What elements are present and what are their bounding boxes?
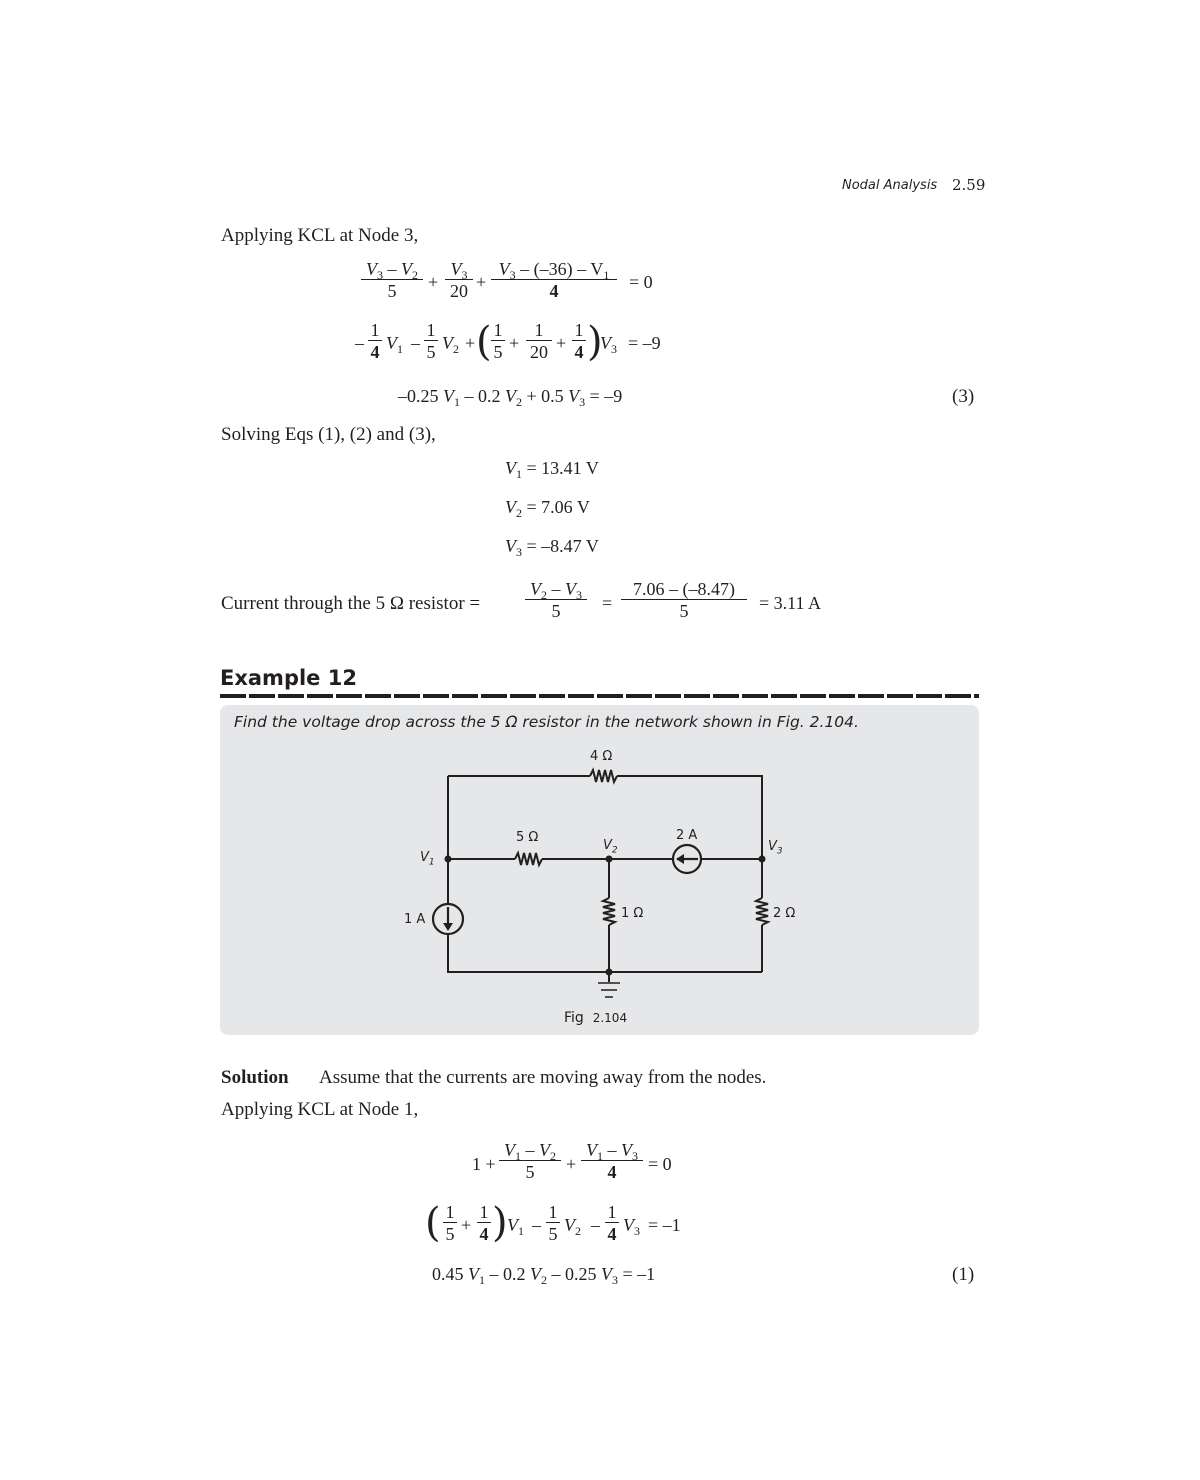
current-fraction-1: $V_2 - V_3$ 5 bbox=[524, 579, 588, 622]
paren-frac: 1 4 bbox=[476, 1202, 492, 1245]
plus-sign: + bbox=[476, 272, 487, 292]
figure-caption: Fig 2.104 bbox=[564, 1010, 628, 1026]
coef-frac: 1 4 bbox=[604, 1202, 620, 1245]
node-dot-v3 bbox=[759, 856, 766, 863]
plus-sign: + bbox=[461, 1215, 472, 1235]
current-result: = 3.11 A bbox=[759, 593, 821, 613]
plus-sign: + bbox=[556, 333, 567, 353]
ground-symbol bbox=[598, 983, 620, 997]
coef-frac: 1 5 bbox=[423, 320, 439, 363]
current-fraction-2: 7.06 – (–8.47) 5 bbox=[620, 579, 748, 622]
plus-sign: + bbox=[566, 1154, 577, 1174]
resistor-2ohm bbox=[756, 898, 768, 925]
paren-frac: 1 20 bbox=[525, 320, 553, 363]
fraction-a3: $V_3 - (-36) - V_1$ 4 bbox=[490, 259, 618, 302]
solution-v1: $V_1 = 13.41$ V bbox=[505, 458, 599, 481]
source-1a-arrowhead bbox=[443, 923, 453, 931]
var-v1: $V_1$ bbox=[386, 333, 403, 356]
source-2a-arrowhead bbox=[676, 854, 684, 864]
resistor-1ohm bbox=[603, 898, 615, 925]
resistor-4ohm bbox=[590, 770, 617, 782]
var-v3: $V_3$ bbox=[623, 1215, 640, 1238]
equals-sign: = bbox=[602, 593, 613, 613]
label-1a: 1 A bbox=[404, 912, 426, 927]
example-problem: Find the voltage drop across the 5 Ω resistor in the network shown in Fig. 2.104. bbox=[234, 713, 859, 731]
solution-v3: $V_3 = -8.47$ V bbox=[505, 536, 599, 559]
right-paren: ) bbox=[587, 319, 603, 365]
coef-frac: 1 4 bbox=[367, 320, 383, 363]
minus-sign: – bbox=[355, 333, 364, 353]
plus-sign: + bbox=[465, 333, 476, 353]
paren-frac: 1 4 bbox=[571, 320, 587, 363]
example-heading: Example 12 bbox=[220, 666, 357, 690]
solution-label: Solution bbox=[221, 1067, 289, 1088]
var-v2: $V_2$ bbox=[442, 333, 459, 356]
label-node-v3: $V_3$ bbox=[768, 839, 783, 857]
equation-rhs: = –9 bbox=[628, 333, 661, 353]
var-v2: $V_2$ bbox=[564, 1215, 581, 1238]
plus-sign: + bbox=[428, 272, 439, 292]
minus-sign: – bbox=[591, 1215, 600, 1235]
label-4ohm: 4 Ω bbox=[590, 749, 613, 764]
label-node-v1: $V_1$ bbox=[420, 850, 435, 868]
fraction-d1: $V_1 - V_2$ 5 bbox=[498, 1140, 562, 1183]
wire-bottom bbox=[448, 934, 762, 972]
equation-f: 0.45 $V_1 - 0.2$ $V_2 - 0.25$ $V_3 = -1$ bbox=[432, 1264, 656, 1287]
kcl-node1-text: Applying KCL at Node 1, bbox=[221, 1099, 419, 1120]
fraction-a1: $V_3 - V_2$ 5 bbox=[360, 259, 424, 302]
equation-number: (3) bbox=[952, 386, 975, 407]
label-5ohm: 5 Ω bbox=[516, 830, 539, 845]
left-paren: ( bbox=[476, 319, 492, 365]
minus-sign: – bbox=[411, 333, 420, 353]
var-v3: $V_3$ bbox=[600, 333, 617, 356]
wire-top-right bbox=[617, 776, 762, 859]
fraction-a2: $V_3$ 20 bbox=[444, 259, 474, 302]
right-paren: ) bbox=[492, 1200, 508, 1246]
equation-c: –0.25 $V_1 - 0.2$ $V_2 + 0.5$ $V_3 = -9$ bbox=[398, 386, 623, 409]
solving-text: Solving Eqs (1), (2) and (3), bbox=[221, 424, 436, 445]
equation-lead: 1 + bbox=[472, 1154, 496, 1174]
var-v1: $V_1$ bbox=[507, 1215, 524, 1238]
node-dot-v1 bbox=[445, 856, 452, 863]
paren-frac: 1 5 bbox=[442, 1202, 458, 1245]
page-number: 2.59 bbox=[952, 176, 986, 194]
equation-rhs: = 0 bbox=[648, 1154, 672, 1174]
resistor-5ohm bbox=[515, 853, 542, 865]
label-2ohm: 2 Ω bbox=[773, 906, 796, 921]
solution-text: Assume that the currents are moving away from the nodes. bbox=[319, 1067, 767, 1088]
equation-number: (1) bbox=[952, 1264, 975, 1285]
paren-frac: 1 5 bbox=[490, 320, 506, 363]
equation-rhs: = –1 bbox=[648, 1215, 681, 1235]
label-node-v2: $V_2$ bbox=[603, 838, 618, 856]
coef-frac: 1 5 bbox=[545, 1202, 561, 1245]
label-2a: 2 A bbox=[676, 828, 698, 843]
node-dot-v2 bbox=[606, 856, 613, 863]
solution-v2: $V_2 = 7.06$ V bbox=[505, 497, 590, 520]
node-dot-ground bbox=[606, 969, 613, 976]
running-head-section: Nodal Analysis bbox=[842, 178, 938, 193]
minus-sign: – bbox=[532, 1215, 541, 1235]
fraction-d2: $V_1 - V_3$ 4 bbox=[580, 1140, 644, 1183]
plus-sign: + bbox=[509, 333, 520, 353]
left-paren: ( bbox=[425, 1200, 441, 1246]
label-1ohm: 1 Ω bbox=[621, 906, 644, 921]
kcl-node3-text: Applying KCL at Node 3, bbox=[221, 225, 419, 246]
equation-rhs: = 0 bbox=[629, 272, 653, 292]
current-label: Current through the 5 Ω resistor = bbox=[221, 593, 481, 614]
